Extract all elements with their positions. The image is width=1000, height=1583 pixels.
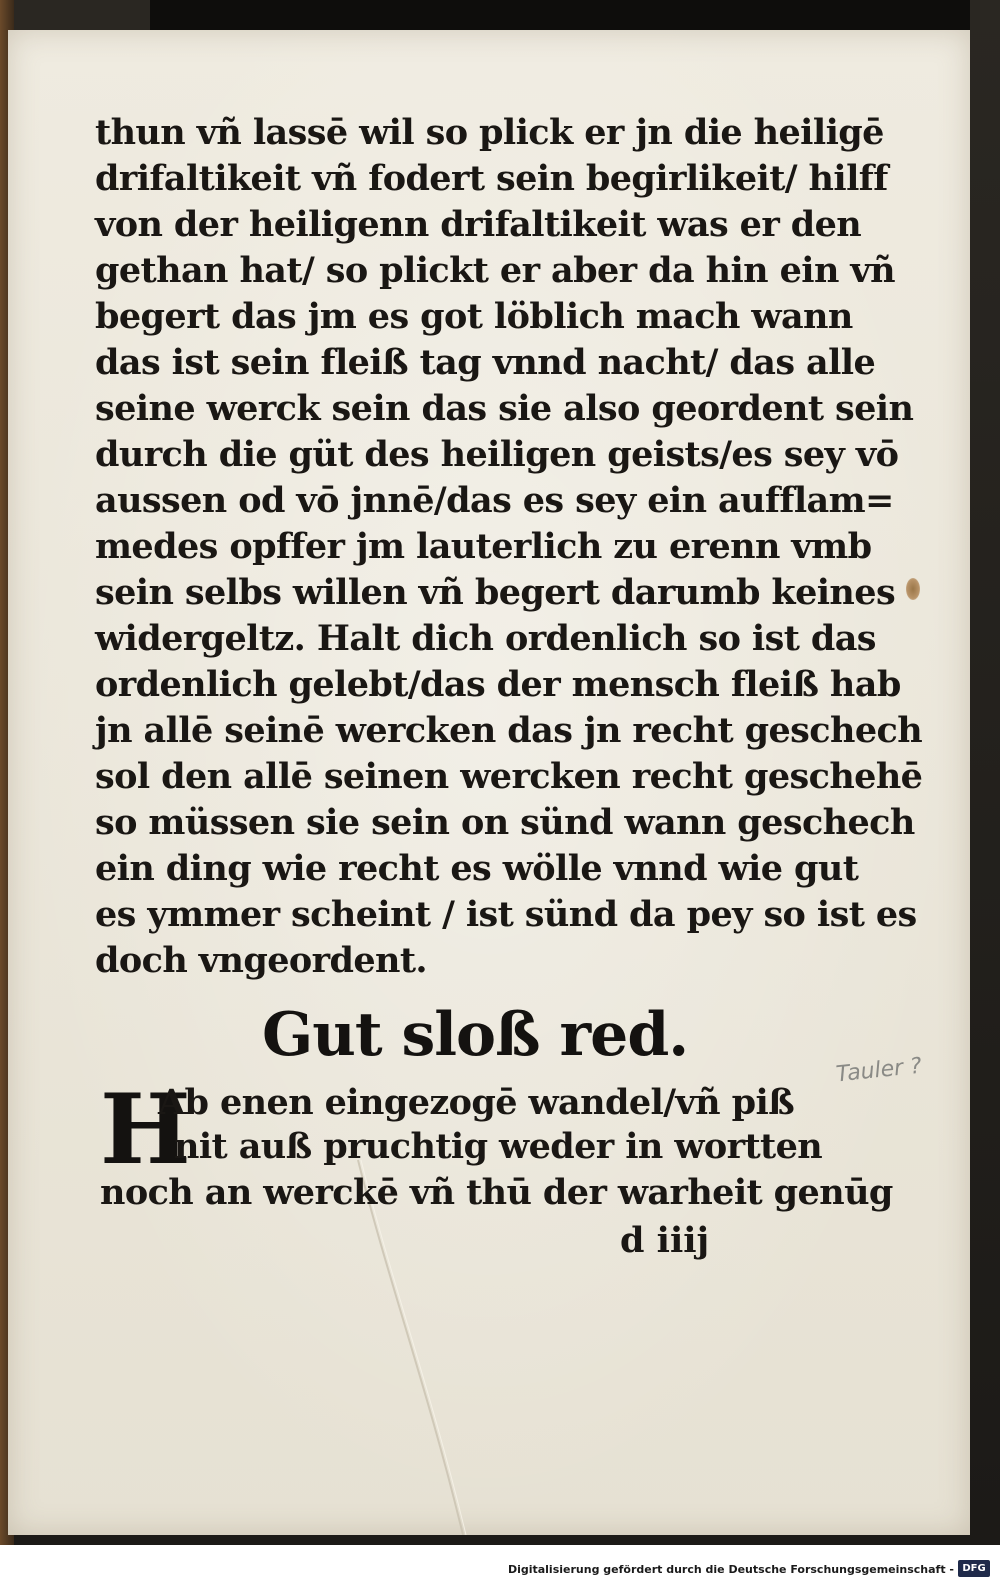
text-line: ordenlich gelebt/das der mensch fleiß hab [95,664,901,705]
footer-bar [0,1545,1000,1583]
handwritten-margin-note: Tauler ? [834,1053,923,1088]
text-line: es ymmer scheint / ist sünd da pey so ist es [95,894,917,935]
main-text-block [95,110,923,984]
section-heading: Gut sloß red. [262,1000,689,1070]
text-line: seine werck sein das sie also geordent sein [95,388,914,429]
text-line: gethan hat/ so plickt er aber da hin ein vñ [95,250,895,291]
text-line: drifaltikeit vñ fodert sein begirlikeit/ hilff [95,158,888,199]
text-line: sol den allē seinen wercken recht geschehē [95,756,923,797]
text-line: doch vngeordent. [95,940,428,981]
paragraph-line: nit auß pruchtig weder in wortten [174,1126,823,1167]
funding-credit: Digitalisierung gefördert durch die Deutsche Forschungsgemeinschaft - [507,1563,954,1576]
text-line: von der heiligenn drifaltikeit was er den [95,204,862,245]
text-line: durch die güt des heiligen geists/es sey vō [95,434,899,475]
paper-stain [906,578,920,600]
dfg-logo: DFG [958,1560,990,1577]
text-line: sein selbs willen vñ begert darumb keines [95,572,896,613]
text-line: medes opffer jm lauterlich zu erenn vmb [95,526,872,567]
text-line: das ist sein fleiß tag vnnd nacht/ das alle [95,342,876,383]
paragraph-line: Ab enen eingezogē wandel/vñ piß [158,1082,795,1123]
text-line: widergeltz. Halt dich ordenlich so ist das [95,618,876,659]
text-line: thun vñ lassē wil so plick er jn die heiligē [95,112,884,153]
text-line: ein ding wie recht es wölle vnnd wie gut [95,848,859,889]
text-line: begert das jm es got löblich mach wann [95,296,853,337]
text-line: aussen od vō jnnē/das es sey ein aufflam= [95,480,894,521]
signature-mark: d iiij [620,1220,710,1261]
text-line: jn allē seinē wercken das jn recht geschech [95,710,923,751]
text-line: so müssen sie sein on sünd wann geschech [95,802,915,843]
drop-cap-initial: H [100,1073,191,1186]
paragraph-line: noch an werckē vñ thū der warheit genūg [100,1172,893,1213]
scan-top-border [150,0,970,30]
